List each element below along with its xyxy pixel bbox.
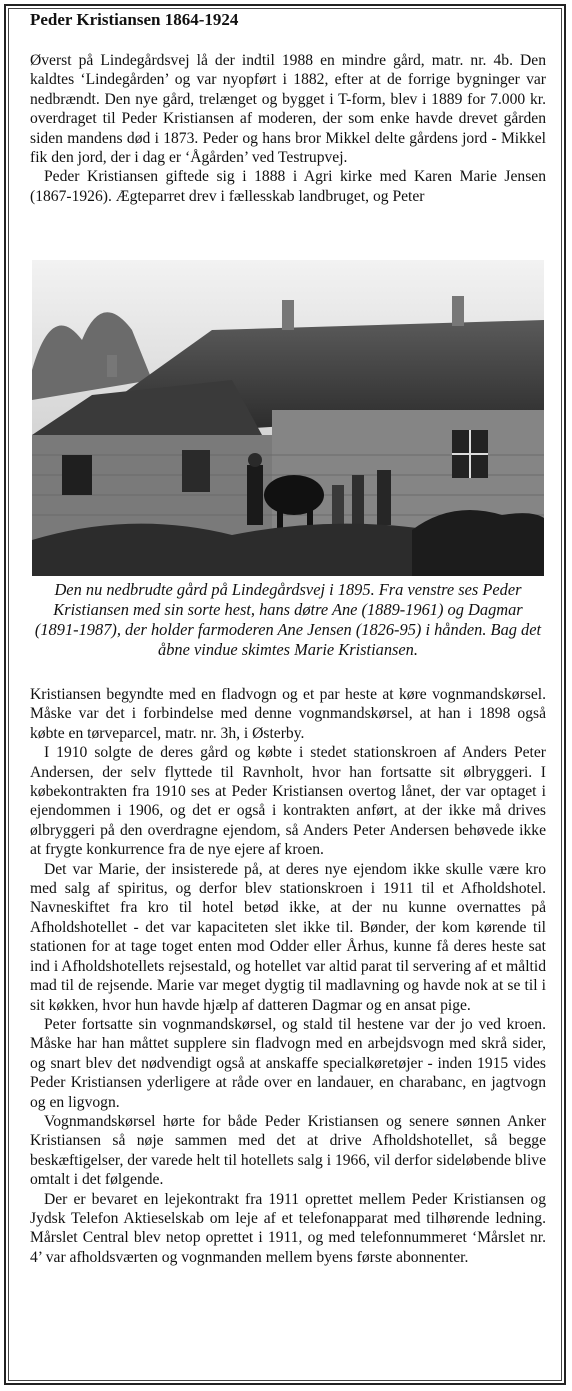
body-paragraph-5: Vognmandskørsel hørte for både Peder Kristiansen og senere sønnen Anker Kristiansen så nøje sammen med det at drive Afholdshotellet, så begge beskæftigelser, der varede helt til hotellets salg i 1966, vil derfor sideløbende blive omtalt i det følgende. bbox=[30, 1112, 546, 1189]
intro-text bbox=[30, 51, 546, 206]
body-paragraph-1: Kristiansen begyndte med en fladvogn og et par heste at køre vognmandskørsel. Måske var det i forbindelse med denne vognmandskørsel, at han i 1898 også købte en tørveparcel, matr. nr. 3h, i Østerby. bbox=[30, 686, 546, 742]
article-title: Peder Kristiansen 1864-1924 bbox=[30, 10, 239, 29]
body-paragraph-2: I 1910 solgte de deres gård og købte i stedet stationskroen af Anders Peter Andersen, der selv flyttede til Ravnholt, hvor han fortsatte sit ølbryggeri. I købekontrakten fra 1910 ses at Peder Kristiansen overtog lånet, der var optaget i ejendommen i 1906, og det er også i kontrakten anført, at der ikke må drives ølbryggeri på den overdragne ejendom, så Anders Peter Andersen behøvede ikke at frygte konkurrence fra de nye ejere af kroen. bbox=[30, 744, 546, 859]
body-text bbox=[30, 685, 546, 1267]
farm-photo-image bbox=[32, 260, 544, 576]
body-paragraph-3: Det var Marie, der insisterede på, at deres nye ejendom ikke skulle være kro med salg af spiritus, og derfor blev stationskroen i 1911 til et Afholdshotel. Navneskiftet fra kro til hotel betød ikke, at der nu kunne overnattes på Afholdshotellet - det var kapaciteten slet ikke til. Bønder, der kom kørende til stationen for at tage toget enten mod Odder eller Århus, kunne få deres heste sat ind i Afholdshotellets rejsestald, og hotellet var altid parat til servering af et måltid mad til de rejsende. Marie var meget dygtig til madlavning og havde nok at se til i sit køkken, hvor hun havde hjælp af datteren Dagmar og en ansat pige. bbox=[30, 860, 546, 1014]
intro-paragraph-2: Peder Kristiansen giftede sig i 1888 i Agri kirke med Karen Marie Jensen (1867-1926). Ægteparret drev i fællesskab landbruget, og Peter bbox=[30, 168, 546, 205]
intro-paragraph-1: Øverst på Lindegårdsvej lå der indtil 1988 en mindre gård, matr. nr. 4b. Den kaldtes ‘Lindegården’ og var nyopført i 1882, efter at de forrige bygninger var nedbrændt. Den nye gård, trelænget og bygget i T-form, blev i 1889 for 7.000 kr. overdraget til Peder Kristiansen af moderen, der som enke havde drevet gården siden mandens død i 1873. Peder og hans bror Mikkel delte gårdens jord - Mikkel fik den jord, der i dag er ‘Ågården’ ved Testrupvej. bbox=[30, 52, 546, 167]
body-paragraph-6: Der er bevaret en lejekontrakt fra 1911 oprettet mellem Peder Kristiansen og Jydsk Telefon Aktieselskab om leje af et telefonapparat med tilhørende ledning. Mårslet Central blev netop oprettet i 1911, og med telefonnummeret ‘Mårslet nr. 4’ var afholdsværten og vognmanden mellem byens første abonnenter. bbox=[30, 1190, 546, 1266]
body-paragraph-4: Peter fortsatte sin vognmandskørsel, og stald til hestene var der jo ved kroen. Måske har han måttet supplere sin fladvogn med en arbejdsvogn med skrå sider, og snart blev det nødvendigt også at anskaffe specialkøretøjer - inden 1915 vides Peder Kristiansen yderligere at råde over en landauer, en charabanc, en jagtvogn og en ligvogn. bbox=[30, 1015, 546, 1111]
farm-photo bbox=[32, 260, 544, 576]
photo-caption: Den nu nedbrudte gård på Lindegårdsvej i 1895. Fra venstre ses Peder Kristiansen med sin sorte hest, hans døtre Ane (1889-1961) og Dagmar (1891-1987), der holder farmoderen Ane Jensen (1826-95) i hånden. Bag det åbne vindue skimtes Marie Kristiansen. bbox=[34, 580, 542, 659]
